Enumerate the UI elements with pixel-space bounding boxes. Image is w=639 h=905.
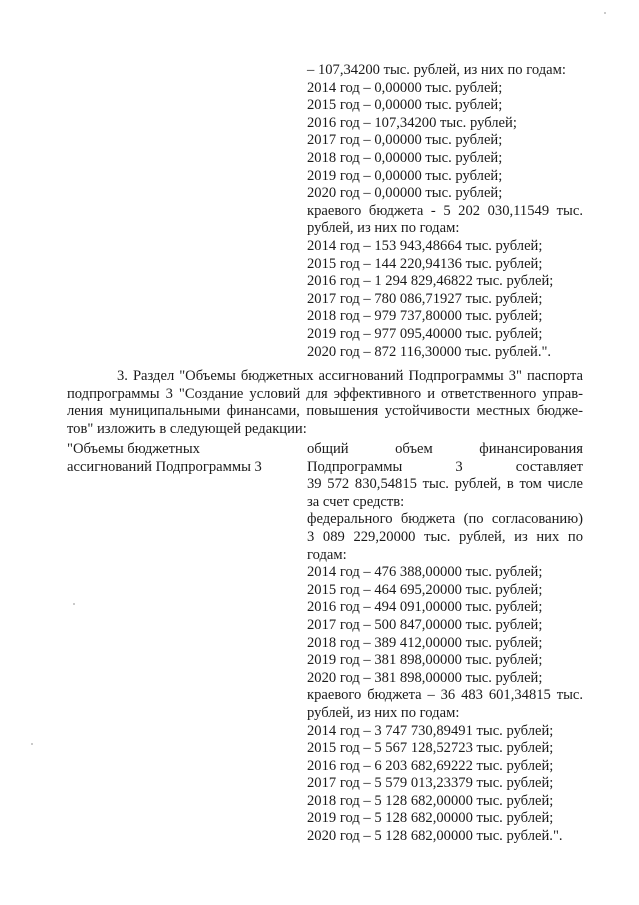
- year-line: 2014 год – 476 388,00000 тыс. рублей;: [307, 564, 543, 581]
- year-line: 2015 год – 5 567 128,52723 тыс. рублей;: [307, 740, 554, 757]
- text-line: 2018 год – 0,00000 тыс. рублей;: [307, 149, 503, 166]
- total-financing-line: за счет средств:: [307, 493, 405, 510]
- table-value-cell: [307, 441, 583, 846]
- federal-budget-line: 3 089 229,20000 тыс. рублей, из них по: [307, 528, 583, 545]
- table-label-cell: [67, 441, 287, 476]
- total-financing-line: 39 572 830,54815 тыс. рублей, в том числе: [307, 476, 583, 493]
- text-line: 2015 год – 144 220,94136 тыс. рублей;: [307, 255, 543, 272]
- table-label-line: "Объемы бюджетных: [67, 441, 200, 457]
- total-financing-line: общий объем финансирования: [307, 441, 583, 457]
- text-line: 2018 год – 979 737,80000 тыс. рублей;: [307, 308, 543, 325]
- year-line: 2017 год – 5 579 013,23379 тыс. рублей;: [307, 775, 554, 792]
- text-line: 2020 год – 872 116,30000 тыс. рублей.".: [307, 343, 552, 360]
- year-line: 2019 год – 381 898,00000 тыс. рублей;: [307, 652, 543, 669]
- year-line: 2019 год – 5 128 682,00000 тыс. рублей;: [307, 810, 554, 827]
- year-line: 2020 год – 5 128 682,00000 тыс. рублей.".: [307, 828, 563, 845]
- text-line: – 107,34200 тыс. рублей, из них по годам:: [307, 62, 566, 78]
- text-line: 2016 год – 107,34200 тыс. рублей;: [307, 114, 517, 131]
- regional-budget-line: рублей, из них по годам:: [307, 704, 460, 721]
- total-financing-line: Подпрограммы 3 составляет: [307, 458, 583, 475]
- year-line: 2020 год – 381 898,00000 тыс. рублей;: [307, 669, 543, 686]
- federal-budget-continuation: [307, 62, 583, 361]
- year-line: 2016 год – 6 203 682,69222 тыс. рублей;: [307, 757, 554, 774]
- paragraph-line: 3. Раздел "Объемы бюджетных ассигнований Подпрограммы 3" паспорта: [117, 368, 583, 384]
- scan-speck: [73, 603, 75, 605]
- text-line: 2020 год – 0,00000 тыс. рублей;: [307, 185, 503, 202]
- text-line: 2017 год – 780 086,71927 тыс. рублей;: [307, 290, 543, 307]
- scan-speck: [31, 743, 33, 745]
- text-line: 2015 год – 0,00000 тыс. рублей;: [307, 97, 503, 114]
- paragraph-line: ления муниципальными финансами, повышения устойчивости местных бюдже-: [67, 403, 583, 420]
- paragraph-line: подпрограммы 3 "Создание условий для эффективного и ответственного управ-: [67, 385, 583, 402]
- federal-budget-line: федерального бюджета (по согласованию): [307, 511, 583, 528]
- year-line: 2014 год – 3 747 730,89491 тыс. рублей;: [307, 722, 554, 739]
- regional-budget-heading-cont: рублей, из них по годам:: [307, 220, 460, 237]
- text-line: 2019 год – 0,00000 тыс. рублей;: [307, 167, 503, 184]
- year-line: 2015 год – 464 695,20000 тыс. рублей;: [307, 581, 543, 598]
- year-line: 2018 год – 389 412,00000 тыс. рублей;: [307, 634, 543, 651]
- text-line: 2014 год – 153 943,48664 тыс. рублей;: [307, 237, 543, 254]
- text-line: 2019 год – 977 095,40000 тыс. рублей;: [307, 325, 543, 342]
- text-line: 2014 год – 0,00000 тыс. рублей;: [307, 79, 503, 96]
- regional-budget-heading: краевого бюджета - 5 202 030,11549 тыс.: [307, 202, 583, 219]
- scan-speck: [604, 12, 606, 14]
- section-3-paragraph: [67, 368, 583, 438]
- text-line: 2016 год – 1 294 829,46822 тыс. рублей;: [307, 273, 554, 290]
- year-line: 2018 год – 5 128 682,00000 тыс. рублей;: [307, 792, 554, 809]
- table-label-line: ассигнований Подпрограммы 3: [67, 458, 262, 475]
- year-line: 2017 год – 500 847,00000 тыс. рублей;: [307, 616, 543, 633]
- year-line: 2016 год – 494 091,00000 тыс. рублей;: [307, 599, 543, 616]
- paragraph-line: тов" изложить в следующей редакции:: [67, 420, 307, 437]
- text-line: 2017 год – 0,00000 тыс. рублей;: [307, 132, 503, 149]
- federal-budget-line: годам:: [307, 546, 347, 563]
- regional-budget-line: краевого бюджета – 36 483 601,34815 тыс.: [307, 687, 583, 704]
